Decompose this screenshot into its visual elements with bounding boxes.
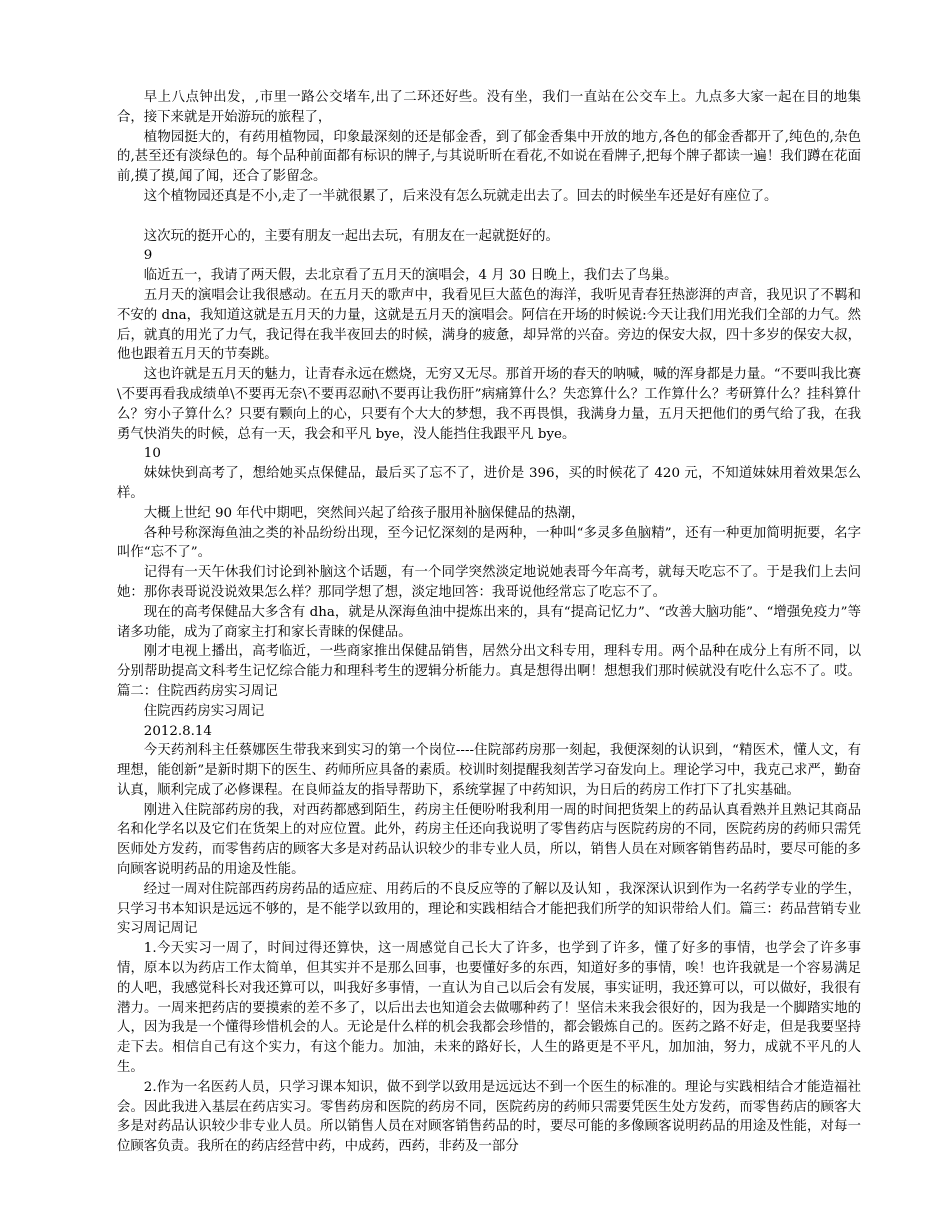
paragraph-first-post: 今天药剂科主任蔡娜医生带我来到实习的第一个岗位----住院部药房那一刻起，我便深刻的认识到，“精医术，懂人文，有理想，能创新”是新时期下的医生、药师所应具备的素质。校训时刻提醒我刻苦学习奋发向上。理论学习中，我克己求严，勤奋认真，顺利完成了必修课程。在良师益友的指导帮助下，系统掌握了中药知识，为日后的药房工作打下了扎实基础。 [117, 743, 861, 798]
paragraph-concert-moved: 五月天的演唱会让我很感动。在五月天的歌声中，我看见巨大蓝色的海洋，我听见青春狂热澎湃的声音，我见识了不羁和不安的 dna，我知道这就是五月天的力量，这就是五月天的演唱会。阿信在开场的时候说:今天让我们用光我们全部的力气。然后，就真的用光了力气，我记得在我半夜回去的时候，满身的疲惫，却异常的兴奋。旁边的保安大叔，四十多岁的保安大叔，他也跟着五月天的节奏跳。 [117, 287, 861, 363]
section-title-pharmacy-journal: 住院西药房实习周记 [143, 703, 265, 719]
entry-number-9: 9 [143, 248, 153, 264]
paragraph-classmate-story: 记得有一天午休我们讨论到补脑这个话题，有一个同学突然淡定地说她表哥今年高考，就每天吃忘不了。于是我们上去问她：那你表哥说没说效果怎么样？那同学想了想，淡定地回答：我哥说他经常忘了吃忘不了。 [117, 565, 861, 600]
paragraph-fish-oil: 各种号称深海鱼油之类的补品纷纷出现，至今记忆深刻的是两种，一种叫“多灵多鱼脑精”，还有一种更加简明扼要，名字叫作“忘不了”。 [117, 525, 861, 561]
paragraph-pharmacy-staff: 2.作为一名医药人员，只学习课本知识，做不到学以致用是远远达不到一个医生的标准的。理论与实践相结合才能造福社会。因此我进入基层在药店实习。零售药房和医院的药房不同，医院药房的药师只需要凭医生处方发药，而零售药店的顾客大多是对药品认识较少非专业人员。所以销售人员在对顾客销售药品的时，要尽可能的多像顾客说明药品的用途及性能，对每一位顾客负责。我所在的药店经营中药，中成药，西药，非药及一部分 [117, 1079, 861, 1155]
paragraph-week-one-notes: 1.今天实习一周了，时间过得还算快，这一周感觉自己长大了许多，也学到了许多，懂了好多的事情，也学会了许多事情，原本以为药店工作太简单，但其实并不是那么回事，也要懂好多的东西，知道好多的事情，唉！也许我就是一个容易满足的人吧，我感觉科长对我还算可以，叫我好多事情，一直认为自己以后会有发展，事实证明，我还算可以，可以做好，我很有潜力。一周来把药店的要摸索的差不多了，以后出去也知道会去做哪种药了！坚信未来我会很好的，因为我是一个脚踏实地的人，因为我是一个懂得珍惜机会的人。无论是什么样的机会我都会珍惜的，都会锻炼自己的。医药之路不好走，但是我要坚持走下去。相信自己有这个实力，有这个能力。加油，未来的路好长，人生的路更是不平凡，加加油，努力，成就不平凡的人生。 [117, 941, 861, 1076]
blank-line [117, 207, 861, 227]
paragraph-mayday-charm: 这也许就是五月天的魅力，让青春永远在燃烧，无穷又无尽。那首开场的春天的呐喊，喊的浑身都是力量。“不要叫我比赛\不要再看我成绩单\不要再无奈\不要再忍耐\不要再让我伤肝”病痛算什么？失恋算什么？工作算什么？考研算什么？挂科算什么？穷小子算什么？只要有颗向上的心，只要有个大大的梦想，我不再畏惧，我满身力量，五月天把他们的勇气给了我，在我勇气快消失的时候，总有一天，我会和平凡 bye，没人能挡住我跟平凡 bye。 [117, 367, 861, 442]
paragraph-tv-ads: 刚才电视上播出，高考临近，一些商家推出保健品销售，居然分出文科专用，理科专用。两个品种在成分上有所不同，以分别帮助提高文科考生记忆综合能力和理科考生的逻辑分析能力。真是想得出啊！想想我们那时候就没有吃什么忘不了。哎。篇二：住院西药房实习周记 [117, 644, 861, 699]
paragraph-garden-size: 这个植物园还真是不小,走了一半就很累了，后来没有怎么玩就走出去了。回去的时候坐车还是好有座位了。 [143, 188, 778, 204]
paragraph-outing-morning: 早上八点钟出发，,市里一路公交堵车,出了二环还好些。没有坐，我们一直站在公交车上。九点多大家一起在目的地集合，接下来就是开始游玩的旅程了， [117, 90, 861, 125]
entry-number-10: 10 [143, 446, 161, 462]
journal-date: 2012.8.14 [143, 723, 212, 739]
paragraph-concert-intro: 临近五一，我请了两天假，去北京看了五月天的演唱会，4 月 30 日晚上，我们去了鸟巢。 [143, 268, 678, 284]
paragraph-fun-trip: 这次玩的挺开心的，主要有朋友一起出去玩，有朋友在一起就挺好的。 [143, 228, 559, 244]
document-body [117, 88, 861, 1157]
paragraph-botanical-garden: 植物园挺大的，有药用植物园，印象最深刻的还是郁金香，到了郁金香集中开放的地方,各色的郁金香都开了,纯色的,杂色的,甚至还有淡绿色的。每个品种前面都有标识的牌子,与其说昕昕在看花,不如说在看牌子,把每个牌子都读一遍！我们蹲在花面前,摸了摸,闻了闻，还合了影留念。 [117, 129, 861, 185]
paragraph-new-to-pharmacy: 刚进入住院部药房的我，对西药都感到陌生，药房主任便吩咐我利用一周的时间把货架上的药品认真看熟并且熟记其商品名和化学名以及它们在货架上的对应位置。此外，药房主任还向我说明了零售药店与医院药房的不同，医院药房的药师只需凭医师处方发药，而零售药店的顾客大多是对药品认识较少的非专业人员，所以，销售人员在对顾客销售药品时，要尽可能的多向顾客说明药品的用途及性能。 [117, 802, 861, 878]
paragraph-90s-trend: 大概上世纪 90 年代中期吧，突然间兴起了给孩子服用补脑保健品的热潮， [143, 505, 585, 521]
paragraph-sister-exam: 妹妹快到高考了，想给她买点保健品，最后买了忘不了，进价是 396，买的时候花了 420 元，不知道妹妹用着效果怎么样。 [117, 466, 861, 501]
paragraph-dha: 现在的高考保健品大多含有 dha，就是从深海鱼油中提炼出来的，具有“提高记忆力”、“改善大脑功能”、“增强免疫力”等诸多功能，成为了商家主打和家长青睐的保健品。 [117, 604, 861, 640]
paragraph-one-week-review: 经过一周对住院部西药房药品的适应症、用药后的不良反应等的了解以及认知 ，我深深认识到作为一名药学专业的学生，只学习书本知识是远远不够的，是不能学以致用的，理论和实践相结合才能把我们所学的知识带给人们。篇三：药品营销专业实习周记周记 [117, 881, 861, 937]
